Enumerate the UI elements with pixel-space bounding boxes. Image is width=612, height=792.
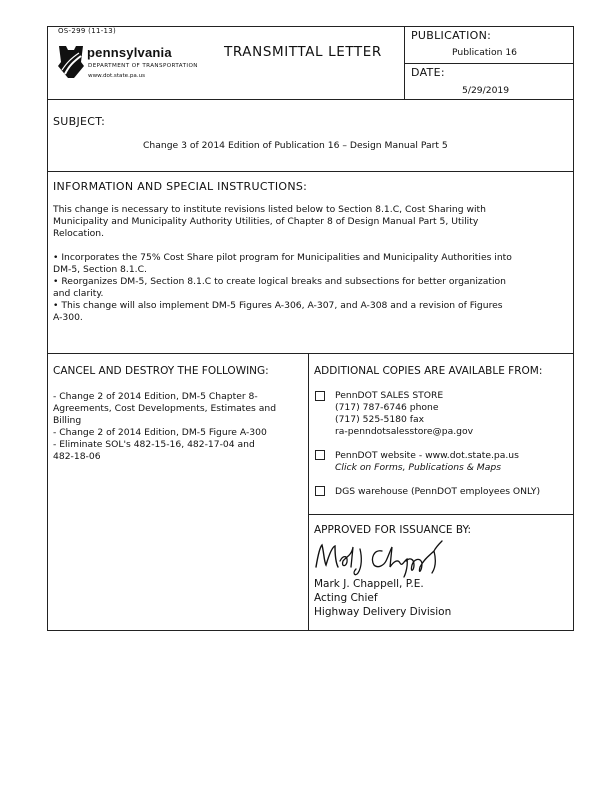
website-line: PennDOT website - www.dot.state.pa.us xyxy=(335,450,519,461)
form-number: OS-299 (11-13) xyxy=(58,27,117,35)
cancel-line: Billing xyxy=(53,415,82,426)
subject-section xyxy=(47,99,574,172)
subject-text: Change 3 of 2014 Edition of Publication 16 – Design Manual Part 5 xyxy=(143,140,448,151)
date-label: DATE: xyxy=(411,66,445,79)
document-title: TRANSMITTAL LETTER xyxy=(224,44,382,60)
approval-label: APPROVED FOR ISSUANCE BY: xyxy=(314,524,472,536)
dgs-warehouse-label: DGS warehouse (PennDOT employees ONLY) xyxy=(335,486,541,497)
sales-store-email: ra-penndotsalesstore@pa.gov xyxy=(335,426,474,437)
subject-label: SUBJECT: xyxy=(53,115,106,128)
brand-department: DEPARTMENT OF TRANSPORTATION xyxy=(88,63,198,69)
approver-name: Mark J. Chappell, P.E. xyxy=(314,578,424,590)
information-bullet-line: • Reorganizes DM-5, Section 8.1.C to create logical breaks and subsections for better organization xyxy=(53,276,506,287)
cancel-line: - Change 2 of 2014 Edition, DM-5 Figure A-300 xyxy=(53,427,267,438)
information-intro-line: Municipality and Municipality Authority Utilities, of Chapter 8 of Design Manual Part 5, Utility xyxy=(53,216,479,227)
information-label: INFORMATION AND SPECIAL INSTRUCTIONS: xyxy=(53,180,308,193)
cancel-label: CANCEL AND DESTROY THE FOLLOWING: xyxy=(53,365,269,377)
information-intro-line: This change is necessary to institute revisions listed below to Section 8.1.C, Cost Sharing with xyxy=(53,204,486,215)
copies-label: ADDITIONAL COPIES ARE AVAILABLE FROM: xyxy=(314,365,543,377)
keystone-logo-icon xyxy=(57,44,85,80)
brand-website: www.dot.state.pa.us xyxy=(88,73,146,79)
approver-division: Highway Delivery Division xyxy=(314,606,452,618)
dgs-warehouse-checkbox[interactable] xyxy=(315,486,325,496)
sales-store-name: PennDOT SALES STORE xyxy=(335,390,444,401)
cancel-line: - Change 2 of 2014 Edition, DM-5 Chapter 8- xyxy=(53,391,258,402)
date-value: 5/29/2019 xyxy=(462,85,510,96)
sales-store-fax: (717) 525-5180 fax xyxy=(335,414,425,425)
information-bullet-line: A-300. xyxy=(53,312,83,323)
sales-store-phone: (717) 787-6746 phone xyxy=(335,402,439,413)
brand-name: pennsylvania xyxy=(87,45,172,60)
cancel-line: Agreements, Cost Developments, Estimates and xyxy=(53,403,277,414)
approver-title: Acting Chief xyxy=(314,592,378,604)
publication-value: Publication 16 xyxy=(452,47,518,58)
information-bullet-line: • This change will also implement DM-5 Figures A-306, A-307, and A-308 and a revision of Figures xyxy=(53,300,503,311)
information-bullet-line: • Incorporates the 75% Cost Share pilot program for Municipalities and Municipality Authorities into xyxy=(53,252,512,263)
signature xyxy=(310,537,460,581)
website-hint: Click on Forms, Publications & Maps xyxy=(335,462,501,473)
information-bullet-line: and clarity. xyxy=(53,288,104,299)
information-bullet-line: DM-5, Section 8.1.C. xyxy=(53,264,147,275)
publication-label: PUBLICATION: xyxy=(411,29,492,42)
cancel-line: 482-18-06 xyxy=(53,451,101,462)
sales-store-checkbox[interactable] xyxy=(315,391,325,401)
website-checkbox[interactable] xyxy=(315,450,325,460)
information-intro-line: Relocation. xyxy=(53,228,104,239)
cancel-line: - Eliminate SOL's 482-15-16, 482-17-04 and xyxy=(53,439,255,450)
